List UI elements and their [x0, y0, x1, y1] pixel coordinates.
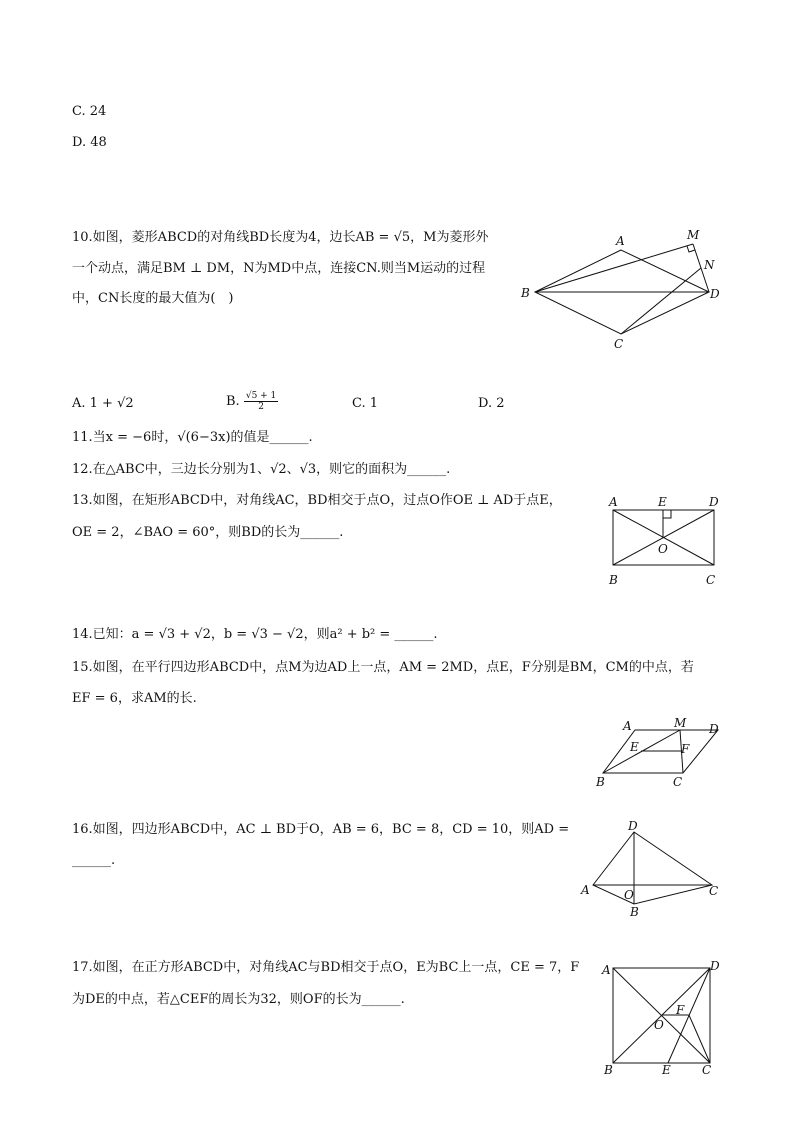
label-n: N [704, 258, 715, 272]
label-b: B [609, 573, 618, 587]
label-b: B [630, 905, 639, 919]
q17-text-line2: 为DE的中点，若△CEF的周长为32，则OF的长为______. [72, 992, 405, 1007]
q10-text-line1: 10.如图，菱形ABCD的对角线BD长度为4，边长AB = √5，M为菱形外 [72, 230, 489, 245]
quadrilateral-outline [593, 832, 712, 904]
label-o: O [654, 1018, 664, 1032]
label-a: A [623, 719, 632, 733]
q13-text-line2: OE = 2，∠BAO = 60°，则BD的长为______. [72, 525, 344, 540]
q10-text-line2: 一个动点，满足BM ⊥ DM，N为MD中点，连接CN.则当M运动的过程 [72, 261, 486, 276]
q14-text: 14.已知：a = √3 + √2，b = √3 − √2，则a² + b² = ______. [72, 627, 438, 642]
q10-option-b-numerator: √5 + 1 [245, 391, 277, 401]
label-a: A [609, 495, 618, 509]
label-c: C [673, 775, 683, 789]
q10-text-line3: 中，CN长度的最大值为( ) [72, 291, 234, 306]
q10-option-b-fraction [244, 391, 278, 412]
q12-text: 12.在△ABC中，三边长分别为1、√2、√3，则它的面积为______. [72, 462, 451, 477]
q17-square-figure [596, 956, 728, 1080]
q15-parallelogram-figure [590, 716, 730, 792]
label-e: E [658, 495, 667, 509]
q17-text-line1: 17.如图，在正方形ABCD中，对角线AC与BD相交于点O，E为BC上一点，CE = 7，F [72, 960, 580, 975]
label-f: F [676, 1003, 685, 1017]
label-b: B [596, 775, 605, 789]
label-b: B [521, 286, 530, 300]
q15-text-line1: 15.如图，在平行四边形ABCD中，点M为边AD上一点，AM = 2MD，点E，F分别是BM，CM的中点，若 [72, 660, 694, 675]
q10-option-c: C. 1 [352, 396, 379, 411]
q9-option-c: C. 24 [72, 104, 107, 119]
label-d: D [709, 495, 719, 509]
q13-rectangle-figure [600, 492, 730, 592]
label-m: M [674, 716, 687, 730]
label-a: A [616, 234, 625, 248]
label-a: A [602, 963, 611, 977]
q10-option-b [226, 391, 278, 412]
label-d: D [628, 819, 638, 833]
label-d: D [709, 722, 719, 736]
q16-text-line2: ______. [72, 853, 116, 868]
q11-text: 11.当x = −6时，√(6−3x)的值是______. [72, 430, 313, 445]
label-d: D [710, 959, 720, 973]
q16-quadrilateral-figure [578, 818, 728, 922]
label-o: O [658, 542, 668, 556]
label-a: A [581, 883, 590, 897]
label-d: D [710, 287, 720, 301]
q10-rhombus-figure [510, 222, 740, 352]
segment-bm [535, 244, 693, 292]
segment-cf [689, 1015, 710, 1063]
q13-text-line1: 13.如图，在矩形ABCD中，对角线AC，BD相交于点O，过点O作OE ⊥ AD于点E， [72, 493, 562, 508]
label-b: B [604, 1063, 613, 1077]
q16-text-line1: 16.如图，四边形ABCD中，AC ⊥ BD于O，AB = 6，BC = 8，CD = 10，则AD = [72, 822, 570, 837]
q10-option-b-prefix: B. [226, 394, 240, 409]
label-f: F [681, 742, 690, 756]
label-c: C [706, 573, 716, 587]
q9-option-d: D. 48 [72, 135, 107, 150]
label-c: C [614, 337, 624, 351]
q10-option-d: D. 2 [478, 396, 505, 411]
label-o: O [624, 888, 634, 902]
right-angle-mark [663, 510, 671, 518]
label-c: C [709, 884, 719, 898]
label-e: E [662, 1063, 671, 1077]
q15-text-line2: EF = 6，求AM的长. [72, 691, 197, 706]
q10-option-a: A. 1 + √2 [72, 396, 134, 411]
q10-option-b-denominator: 2 [258, 402, 264, 412]
label-e: E [630, 740, 639, 754]
label-m: M [687, 228, 700, 242]
label-c: C [702, 1063, 712, 1077]
